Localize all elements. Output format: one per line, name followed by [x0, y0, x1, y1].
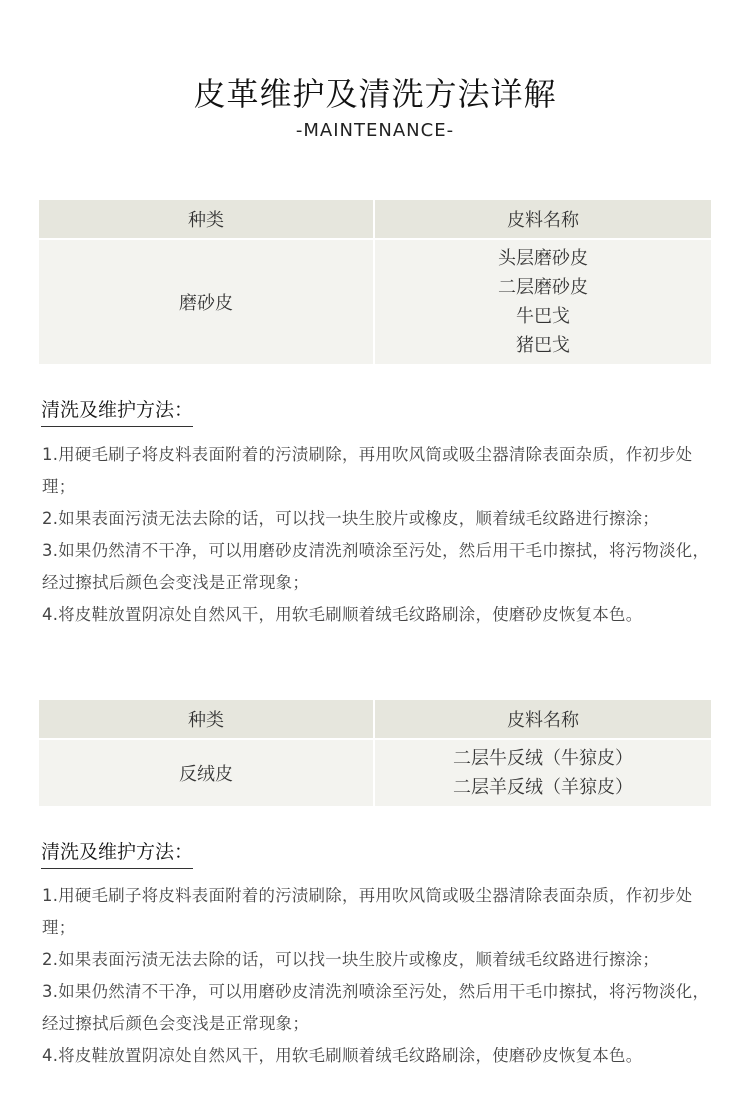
method-title: 清洗及维护方法： — [41, 839, 193, 869]
table-row — [39, 740, 711, 806]
header-category: 种类 — [39, 700, 373, 738]
method-step: 4.将皮鞋放置阴凉处自然风干，用软毛刷顺着绒毛纹路刷涂，使磨砂皮恢复本色。 — [42, 1046, 643, 1065]
method-step: 2.如果表面污渍无法去除的话，可以找一块生胶片或橡皮，顺着绒毛纹路进行擦涂； — [42, 509, 660, 528]
leather-name: 头层磨砂皮 — [498, 248, 588, 269]
table-header-row — [39, 200, 711, 238]
leather-name: 二层磨砂皮 — [498, 277, 588, 298]
leather-name: 二层羊反绒（羊猄皮） — [453, 777, 633, 798]
leather-name: 牛巴戈 — [516, 306, 570, 327]
method-step: 3.如果仍然清不干净，可以用磨砂皮清洗剂喷涂至污处，然后用干毛巾擦拭，将污物淡化，经过擦拭后颜色会变浅是正常现象； — [42, 541, 710, 592]
header-leather-name: 皮料名称 — [375, 700, 711, 738]
method-step: 2.如果表面污渍无法去除的话，可以找一块生胶片或橡皮，顺着绒毛纹路进行擦涂； — [42, 950, 660, 969]
category-cell: 磨砂皮 — [39, 240, 373, 364]
leather-name: 猪巴戈 — [516, 335, 570, 356]
table-row — [39, 240, 711, 364]
header-category: 种类 — [39, 200, 373, 238]
method-step: 3.如果仍然清不干净，可以用磨砂皮清洗剂喷涂至污处，然后用干毛巾擦拭，将污物淡化，经过擦拭后颜色会变浅是正常现象； — [42, 982, 710, 1033]
leather-names-cell — [375, 740, 711, 806]
page-title: 皮革维护及清洗方法详解 — [193, 75, 557, 113]
method-title: 清洗及维护方法： — [41, 397, 193, 427]
method-steps — [42, 880, 712, 1072]
leather-name: 二层牛反绒（牛猄皮） — [453, 748, 633, 769]
method-step: 1.用硬毛刷子将皮料表面附着的污渍刷除，再用吹风筒或吸尘器清除表面杂质，作初步处理； — [42, 886, 693, 937]
category-cell: 反绒皮 — [39, 740, 373, 806]
method-step: 4.将皮鞋放置阴凉处自然风干，用软毛刷顺着绒毛纹路刷涂，使磨砂皮恢复本色。 — [42, 605, 643, 624]
leather-table-1 — [39, 200, 711, 364]
method-step: 1.用硬毛刷子将皮料表面附着的污渍刷除，再用吹风筒或吸尘器清除表面杂质，作初步处理； — [42, 445, 693, 496]
header-leather-name: 皮料名称 — [375, 200, 711, 238]
table-header-row — [39, 700, 711, 738]
page-subtitle: -MAINTENANCE- — [295, 120, 455, 141]
leather-table-2 — [39, 700, 711, 806]
method-steps — [42, 439, 712, 631]
leather-names-cell — [375, 240, 711, 364]
